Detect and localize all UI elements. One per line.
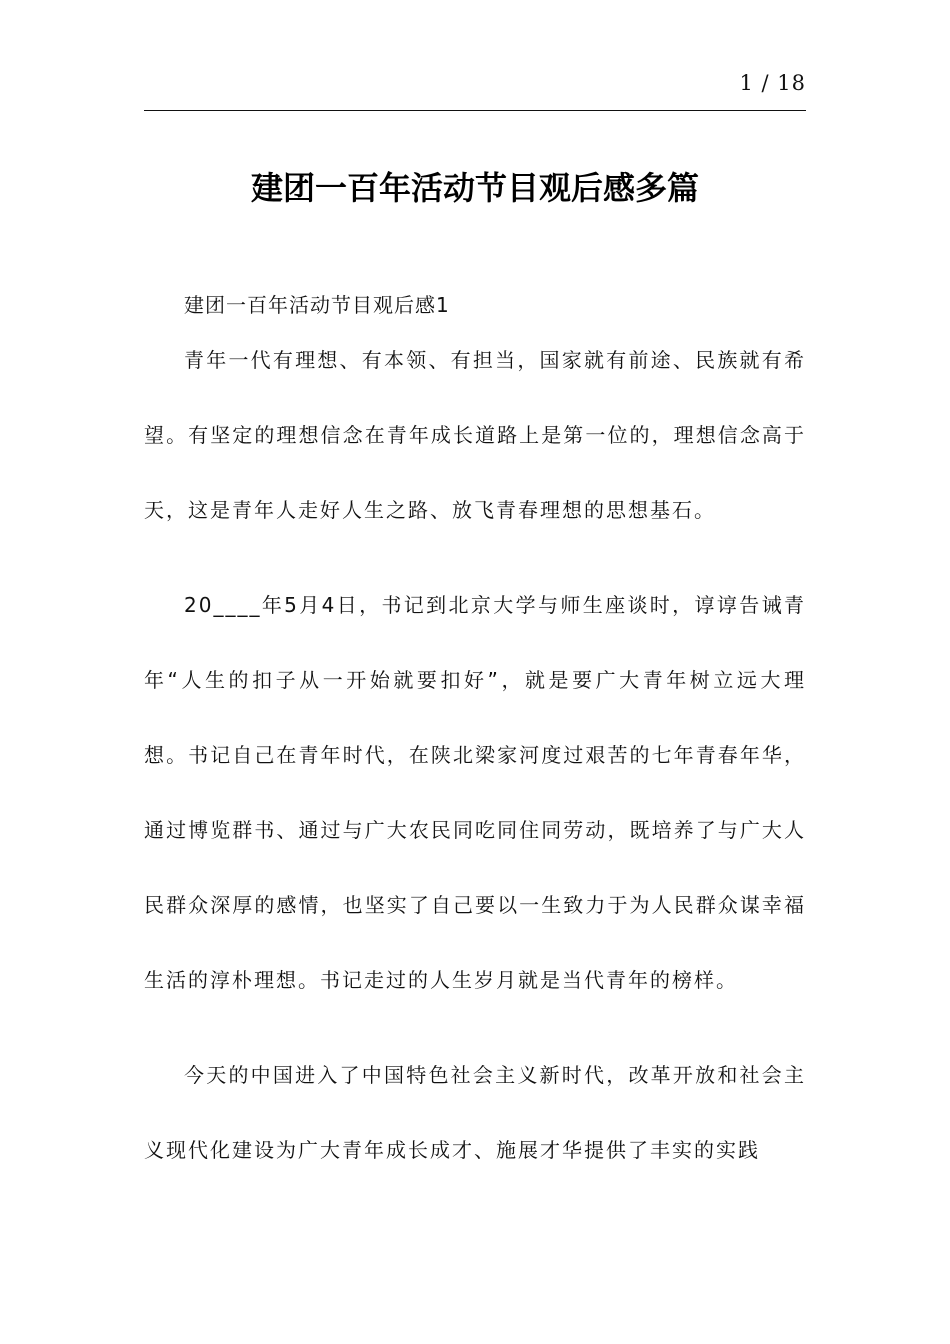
paragraph: 青年一代有理想、有本领、有担当，国家就有前途、民族就有希望。有坚定的理想信念在青年成长道路上是第一位的，理想信念高于天，这是青年人走好人生之路、放飞青春理想的思想基石。 bbox=[144, 348, 806, 522]
page-indicator: 1 / 18 bbox=[739, 71, 806, 95]
header-divider bbox=[144, 110, 806, 111]
document-body bbox=[144, 288, 806, 1228]
document-title: 建团一百年活动节目观后感多篇 bbox=[250, 169, 699, 207]
paragraph: 今天的中国进入了中国特色社会主义新时代，改革开放和社会主义现代化建设为广大青年成长成才、施展才华提供了丰实的实践 bbox=[144, 1063, 806, 1162]
section-heading: 建团一百年活动节目观后感1 bbox=[184, 293, 450, 317]
paragraph: 20____年5月4日，书记到北京大学与师生座谈时，谆谆告诫青年“人生的扣子从一开始就要扣好”，就是要广大青年树立远大理想。书记自己在青年时代，在陕北梁家河度过艰苦的七年青春年华，通过博览群书、通过与广大农民同吃同住同劳动，既培养了与广大人民群众深厚的感情，也坚实了自己要以一生致力于为人民群众谋幸福生活的淳朴理想。书记走过的人生岁月就是当代青年的榜样。 bbox=[144, 593, 806, 992]
